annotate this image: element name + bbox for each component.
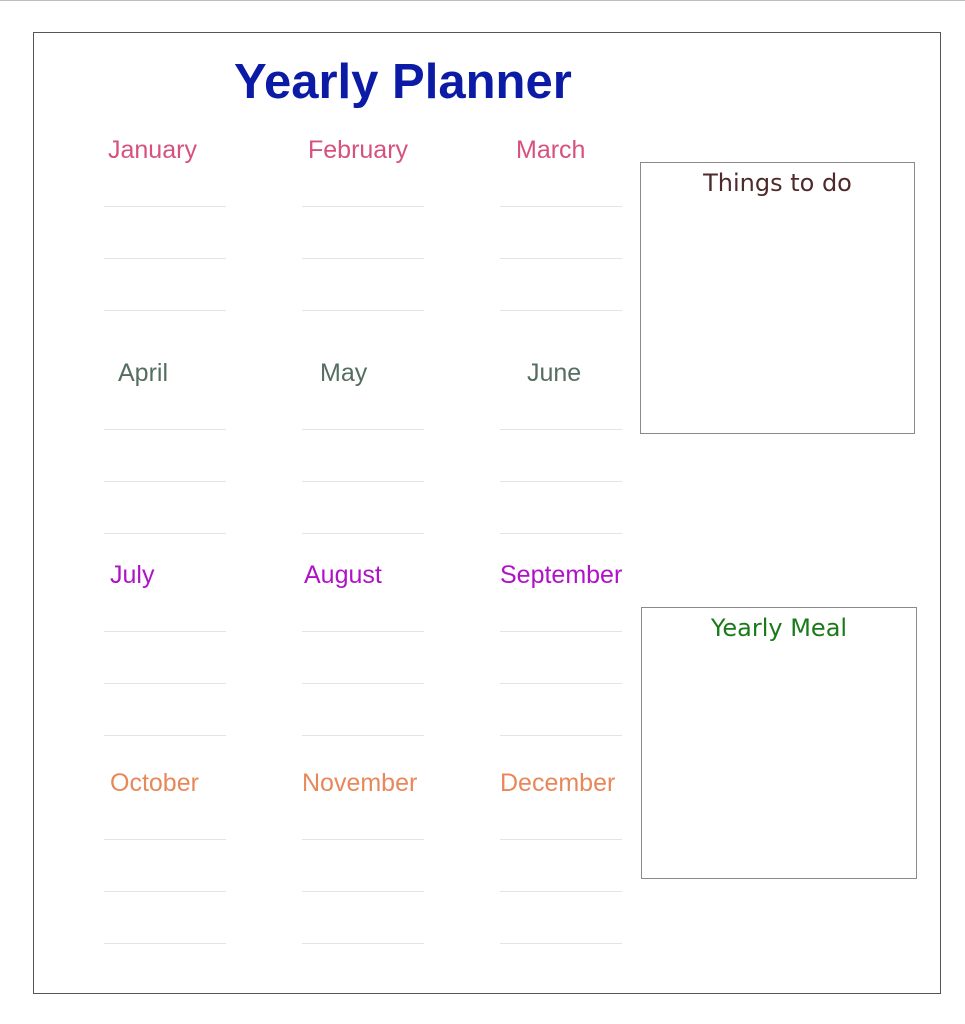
things-to-do-title: Things to do (703, 169, 852, 197)
month-label: May (320, 359, 368, 387)
month-july (104, 563, 234, 743)
writing-line[interactable] (104, 429, 226, 430)
month-label: June (527, 359, 582, 387)
month-label: March (516, 136, 586, 164)
writing-line[interactable] (302, 943, 424, 944)
writing-line[interactable] (104, 481, 226, 482)
writing-line[interactable] (500, 839, 622, 840)
writing-line[interactable] (500, 258, 622, 259)
writing-line[interactable] (302, 258, 424, 259)
writing-line[interactable] (302, 631, 424, 632)
month-may (302, 361, 432, 541)
writing-line[interactable] (104, 206, 226, 207)
month-october (104, 771, 234, 951)
month-february (302, 138, 432, 318)
month-march (500, 138, 630, 318)
writing-line[interactable] (500, 683, 622, 684)
writing-line[interactable] (500, 481, 622, 482)
month-november (302, 771, 432, 951)
writing-line[interactable] (500, 310, 622, 311)
writing-line[interactable] (302, 839, 424, 840)
writing-line[interactable] (104, 735, 226, 736)
month-june (500, 361, 630, 541)
month-april (104, 361, 234, 541)
writing-line[interactable] (104, 310, 226, 311)
month-january (104, 138, 234, 318)
writing-line[interactable] (302, 533, 424, 534)
month-label: January (108, 136, 197, 164)
writing-line[interactable] (500, 429, 622, 430)
month-label: December (500, 769, 616, 797)
top-rule (0, 0, 965, 1)
month-label: October (110, 769, 199, 797)
writing-line[interactable] (500, 735, 622, 736)
writing-line[interactable] (302, 206, 424, 207)
month-label: August (304, 561, 382, 589)
planner-sheet (33, 32, 941, 994)
yearly-meal-box[interactable] (641, 607, 917, 879)
month-december (500, 771, 630, 951)
month-label: July (110, 561, 155, 589)
writing-line[interactable] (302, 735, 424, 736)
writing-line[interactable] (104, 683, 226, 684)
things-to-do-box[interactable] (640, 162, 915, 434)
writing-line[interactable] (302, 481, 424, 482)
writing-line[interactable] (104, 258, 226, 259)
writing-line[interactable] (104, 943, 226, 944)
writing-line[interactable] (104, 533, 226, 534)
month-label: November (302, 769, 418, 797)
writing-line[interactable] (500, 206, 622, 207)
writing-line[interactable] (302, 310, 424, 311)
writing-line[interactable] (302, 429, 424, 430)
writing-line[interactable] (104, 891, 226, 892)
month-september (500, 563, 630, 743)
writing-line[interactable] (104, 631, 226, 632)
month-label: September (500, 561, 623, 589)
writing-line[interactable] (104, 839, 226, 840)
yearly-meal-title: Yearly Meal (710, 614, 848, 642)
writing-line[interactable] (500, 943, 622, 944)
writing-line[interactable] (302, 683, 424, 684)
writing-line[interactable] (500, 631, 622, 632)
month-label: April (118, 359, 169, 387)
writing-line[interactable] (500, 533, 622, 534)
month-label: February (308, 136, 409, 164)
month-august (302, 563, 432, 743)
page-title: Yearly Planner (234, 55, 572, 109)
writing-line[interactable] (500, 891, 622, 892)
writing-line[interactable] (302, 891, 424, 892)
